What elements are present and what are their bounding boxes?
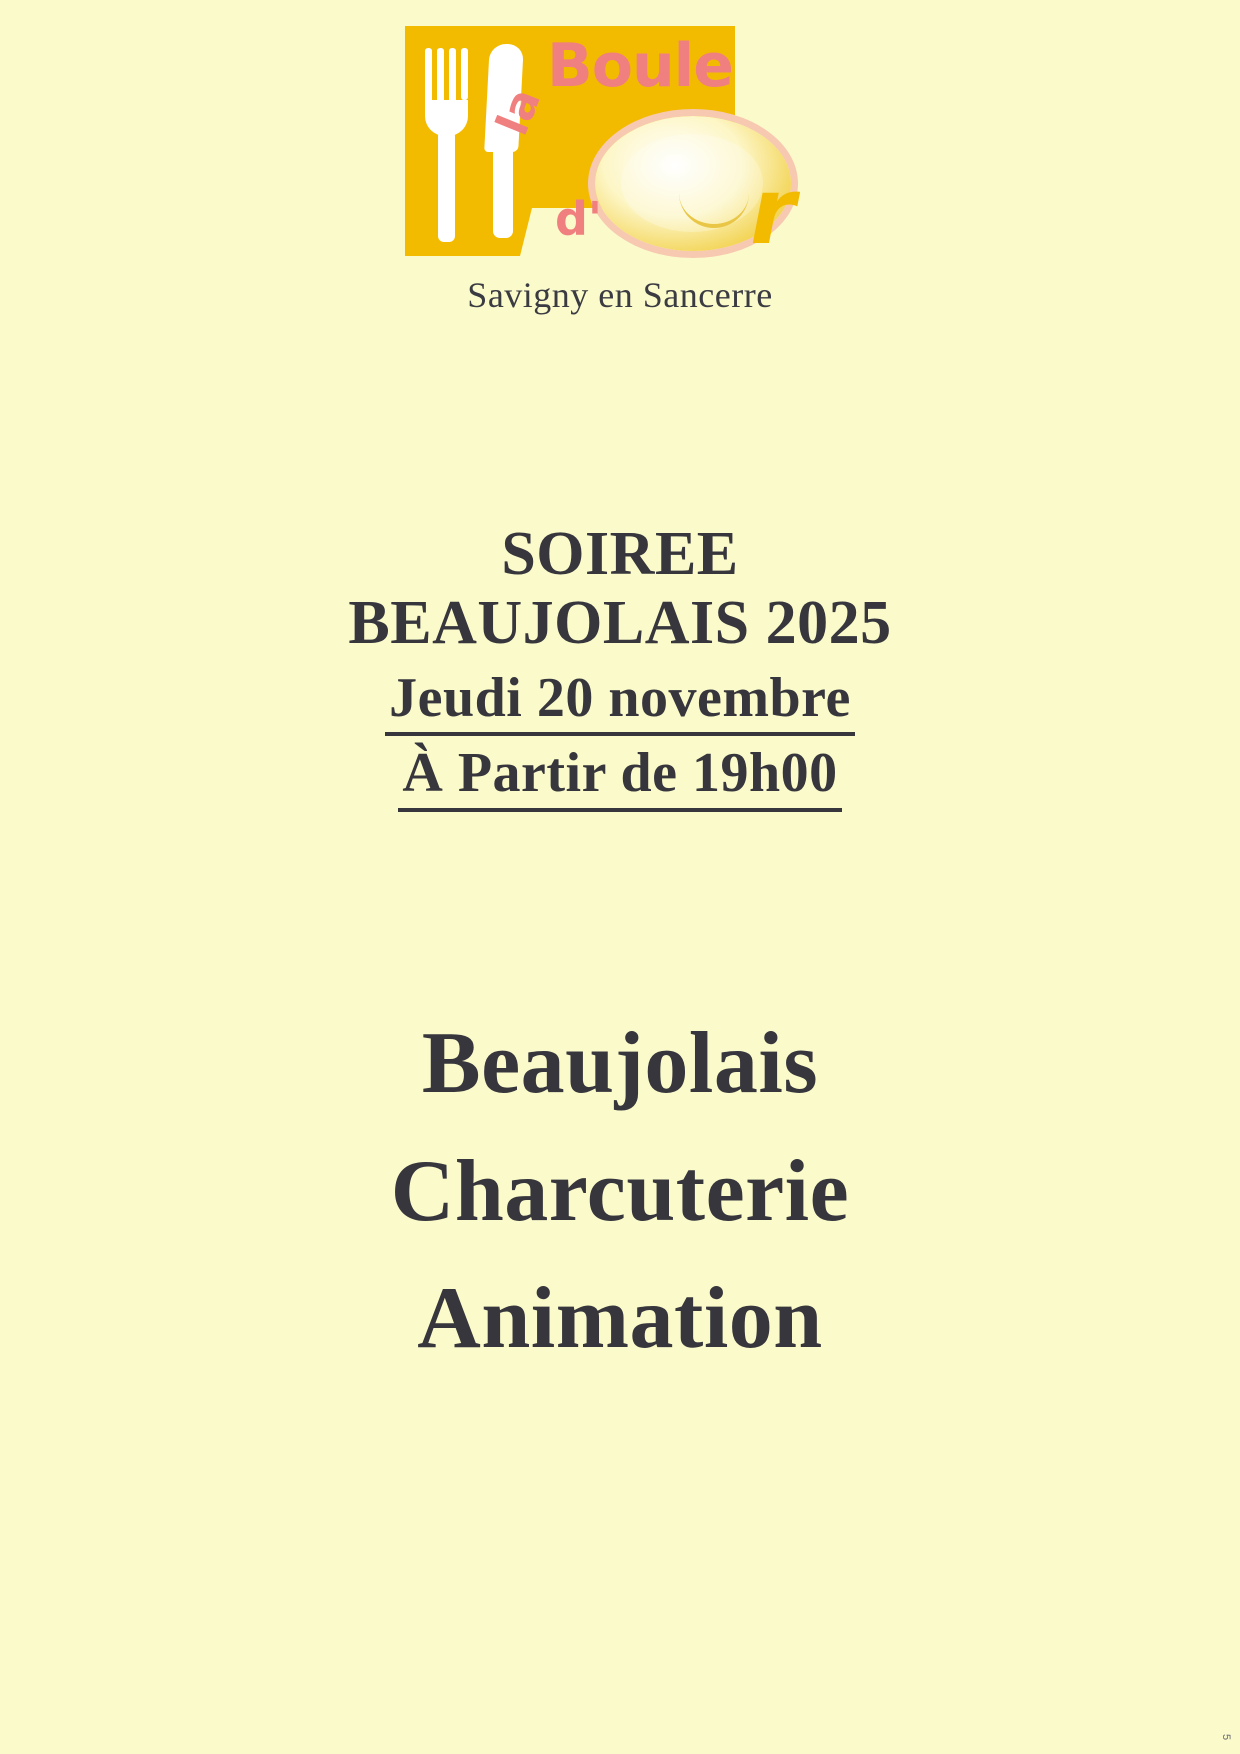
- offer-list: [0, 1000, 1240, 1383]
- restaurant-logo-icon: [405, 18, 835, 268]
- logo-word-boule: Boule: [547, 31, 733, 101]
- offer-item: Charcuterie: [390, 1142, 850, 1240]
- fork-icon: [423, 48, 467, 238]
- logo-block: [0, 18, 1240, 316]
- headline-line-1: SOIREE: [501, 520, 739, 588]
- logo-word-d: d': [555, 192, 603, 246]
- offer-item: Beaujolais: [421, 1015, 819, 1112]
- logo-caption: Savigny en Sancerre: [467, 275, 773, 315]
- logo-word-la: la: [486, 81, 551, 143]
- logo-word-or: r: [750, 158, 796, 265]
- event-date: Jeudi 20 novembre: [385, 667, 855, 736]
- headline-line-2: BEAUJOLAIS 2025: [348, 589, 892, 658]
- event-time: À Partir de 19h00: [398, 742, 841, 813]
- plate-inner-icon: [621, 134, 763, 232]
- plate-smile-icon: [679, 190, 749, 228]
- offer-item: Animation: [417, 1270, 823, 1368]
- knife-handle-icon: [493, 146, 513, 238]
- scan-artifact-mark: 5: [1220, 1733, 1232, 1740]
- headline-block: [0, 520, 1240, 812]
